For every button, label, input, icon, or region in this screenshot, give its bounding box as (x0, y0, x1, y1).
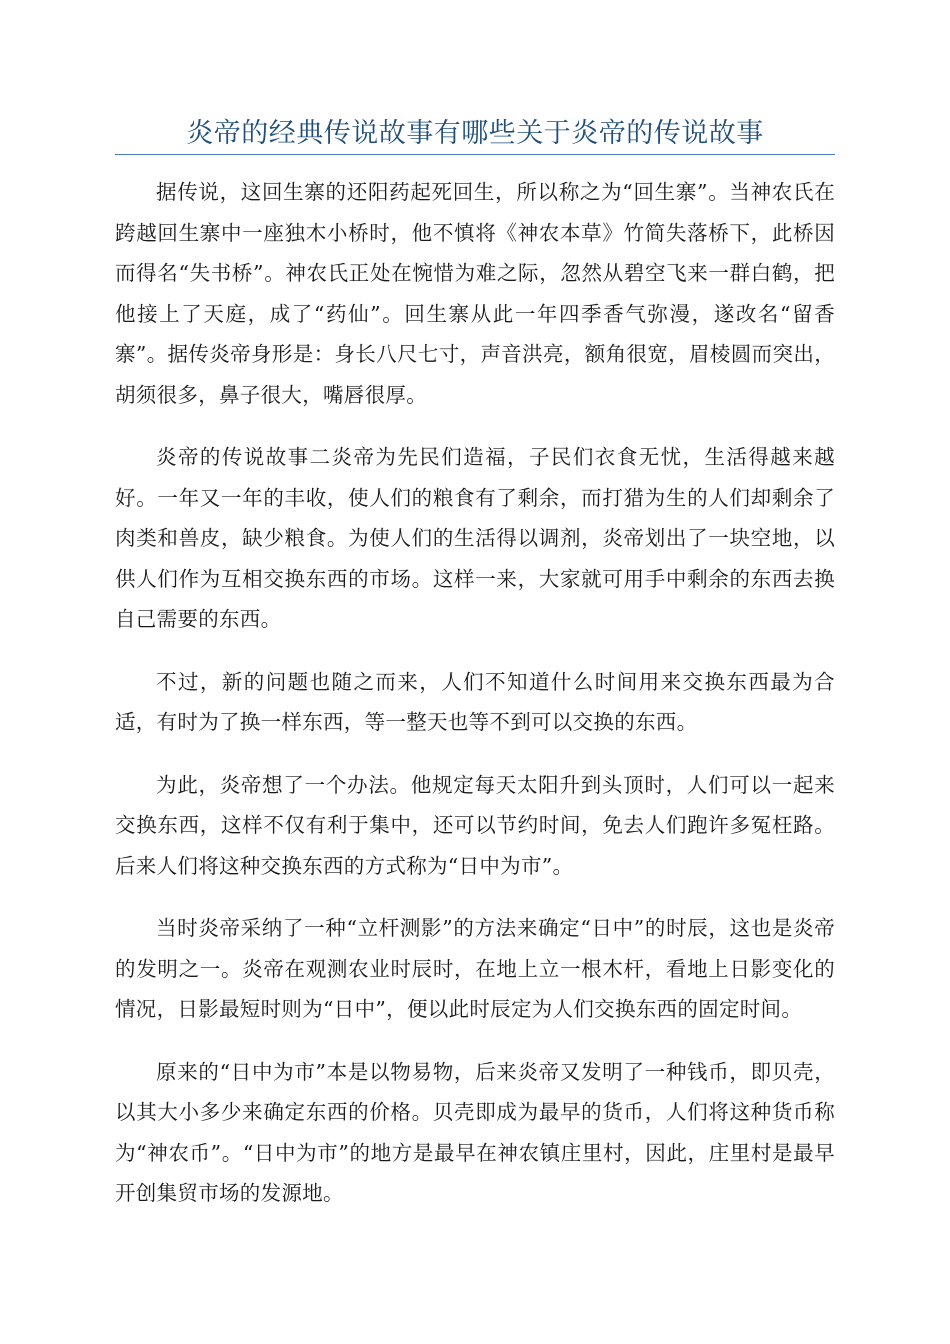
document-body (115, 172, 835, 1236)
paragraph-4: 为此，炎帝想了一个办法。他规定每天太阳升到头顶时，人们可以一起来交换东西，这样不仅有利于集中，还可以节约时间，免去人们跑许多冤枉路。后来人们将这种交换东西的方式称为“日中为市”。 (115, 772, 835, 878)
paragraph-3: 不过，新的问题也随之而来，人们不知道什么时间用来交换东西最为合适，有时为了换一样东西，等一整天也等不到可以交换的东西。 (115, 669, 835, 734)
title-underline (115, 154, 835, 155)
paragraph-2: 炎帝的传说故事二炎帝为先民们造福，子民们衣食无忧，生活得越来越好。一年又一年的丰收，使人们的粮食有了剩余，而打猎为生的人们却剩余了肉类和兽皮，缺少粮食。为使人们的生活得以调剂，炎帝划出了一块空地，以供人们作为互相交换东西的市场。这样一来，大家就可用手中剩余的东西去换自己需要的东西。 (115, 445, 835, 631)
document-title: 炎帝的经典传说故事有哪些关于炎帝的传说故事 (186, 118, 764, 149)
paragraph-6: 原来的“日中为市”本是以物易物，后来炎帝又发明了一种钱币，即贝壳，以其大小多少来确定东西的价格。贝壳即成为最早的货币，人们将这种货币称为“神农币”。“日中为市”的地方是最早在神农镇庄里村，因此，庄里村是最早开创集贸市场的发源地。 (115, 1059, 835, 1205)
paragraph-1: 据传说，这回生寨的还阳药起死回生，所以称之为“回生寨”。当神农氏在跨越回生寨中一座独木小桥时，他不慎将《神农本草》竹简失落桥下，此桥因而得名“失书桥”。神农氏正处在惋惜为难之际，忽然从碧空飞来一群白鹤，把他接上了天庭，成了“药仙”。回生寨从此一年四季香气弥漫，遂改名“留香寨”。据传炎帝身形是：身长八尺七寸，声音洪亮，额角很宽，眉棱圆而突出，胡须很多，鼻子很大，嘴唇很厚。 (115, 180, 835, 407)
paragraph-5: 当时炎帝采纳了一种“立杆测影”的方法来确定“日中”的时辰，这也是炎帝的发明之一。炎帝在观测农业时辰时，在地上立一根木杆，看地上日影变化的情况，日影最短时则为“日中”，便以此时辰定为人们交换东西的固定时间。 (115, 916, 835, 1021)
